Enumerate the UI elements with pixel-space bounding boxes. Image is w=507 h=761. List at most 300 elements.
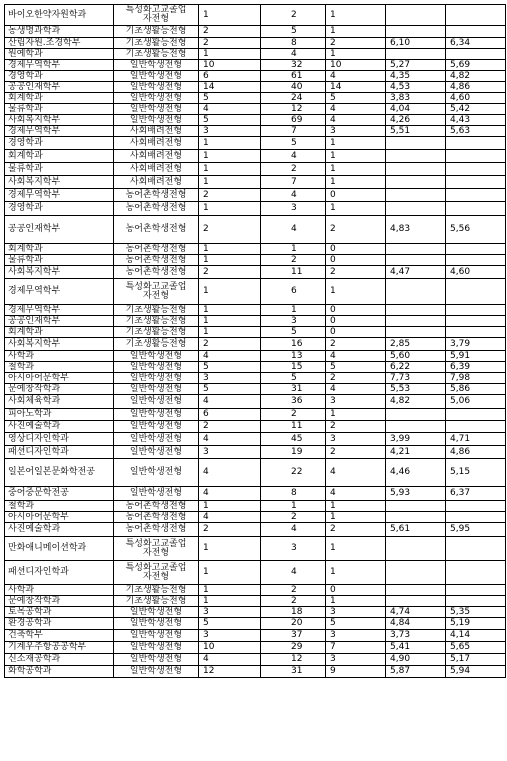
lowest-grade-cell: 5,69 <box>446 60 506 71</box>
admission-type-cell: 일반학생전형 <box>114 395 199 409</box>
department-cell: 화학공학과 <box>5 666 114 678</box>
applicants-cell: 5 <box>261 327 326 338</box>
accepted-cell: 1 <box>326 26 386 38</box>
accepted-cell: 1 <box>326 163 386 176</box>
admission-type-cell: 일반학생전형 <box>114 459 199 487</box>
table-row <box>5 421 506 433</box>
lowest-grade-cell: 5,63 <box>446 126 506 137</box>
admission-type-cell: 일반학생전형 <box>114 630 199 642</box>
admission-type-cell: 일반학생전형 <box>114 60 199 71</box>
quota-cell: 2 <box>199 189 261 202</box>
department-cell: 경제무역학부 <box>5 60 114 71</box>
quota-cell: 5 <box>199 618 261 630</box>
table-row <box>5 327 506 338</box>
table-row <box>5 279 506 305</box>
admission-type-cell: 일반학생전형 <box>114 82 199 93</box>
quota-cell: 5 <box>199 384 261 395</box>
admission-type-cell: 농어촌학생전형 <box>114 523 199 537</box>
average-grade-cell <box>386 49 446 60</box>
lowest-grade-cell: 4,60 <box>446 93 506 104</box>
applicants-cell: 5 <box>261 26 326 38</box>
department-cell: 경제무역학부 <box>5 189 114 202</box>
table-row <box>5 82 506 93</box>
department-cell: 물류학과 <box>5 163 114 176</box>
admission-type-cell: 일반학생전형 <box>114 433 199 446</box>
lowest-grade-cell <box>446 26 506 38</box>
applicants-cell: 4 <box>261 561 326 585</box>
accepted-cell: 4 <box>326 115 386 126</box>
applicants-cell: 6 <box>261 279 326 305</box>
lowest-grade-cell <box>446 176 506 189</box>
accepted-cell: 0 <box>326 305 386 316</box>
quota-cell: 5 <box>199 362 261 373</box>
lowest-grade-cell: 4,43 <box>446 115 506 126</box>
lowest-grade-cell <box>446 409 506 421</box>
department-cell: 경제무역학부 <box>5 305 114 316</box>
table-row <box>5 487 506 501</box>
accepted-cell: 10 <box>326 60 386 71</box>
admission-type-cell: 농어촌학생전형 <box>114 216 199 244</box>
table-row <box>5 459 506 487</box>
quota-cell: 4 <box>199 395 261 409</box>
applicants-cell: 16 <box>261 338 326 351</box>
table-row <box>5 126 506 137</box>
table-row <box>5 5 506 26</box>
lowest-grade-cell <box>446 596 506 607</box>
applicants-cell: 24 <box>261 93 326 104</box>
lowest-grade-cell: 5,35 <box>446 607 506 618</box>
lowest-grade-cell <box>446 163 506 176</box>
quota-cell: 1 <box>199 5 261 26</box>
department-cell: 사진예술학과 <box>5 421 114 433</box>
average-grade-cell <box>386 512 446 523</box>
accepted-cell: 1 <box>326 561 386 585</box>
accepted-cell: 4 <box>326 351 386 362</box>
average-grade-cell <box>386 421 446 433</box>
department-cell: 사회복지학부 <box>5 266 114 279</box>
quota-cell: 14 <box>199 82 261 93</box>
admission-type-cell: 일반학생전형 <box>114 654 199 666</box>
table-row <box>5 244 506 255</box>
accepted-cell: 0 <box>326 327 386 338</box>
admission-type-cell: 특성화고교졸업 자전형 <box>114 537 199 561</box>
accepted-cell: 0 <box>326 316 386 327</box>
admission-type-cell: 일반학생전형 <box>114 384 199 395</box>
admission-type-cell: 사회배려전형 <box>114 137 199 150</box>
lowest-grade-cell: 5,86 <box>446 384 506 395</box>
table-row <box>5 351 506 362</box>
admission-results-table <box>4 4 506 678</box>
average-grade-cell: 4,04 <box>386 104 446 115</box>
table-row <box>5 93 506 104</box>
average-grade-cell <box>386 279 446 305</box>
accepted-cell: 4 <box>326 384 386 395</box>
table-body <box>5 5 506 678</box>
accepted-cell: 4 <box>326 71 386 82</box>
table-row <box>5 585 506 596</box>
table-row <box>5 607 506 618</box>
department-cell: 아시아어문학부 <box>5 512 114 523</box>
average-grade-cell: 3,99 <box>386 433 446 446</box>
accepted-cell: 3 <box>326 630 386 642</box>
quota-cell: 1 <box>199 150 261 163</box>
admission-type-cell: 기초생활등전형 <box>114 596 199 607</box>
department-cell: 패션디자인학과 <box>5 446 114 459</box>
department-cell: 공공인재학부 <box>5 82 114 93</box>
applicants-cell: 2 <box>261 409 326 421</box>
department-cell: 회계학과 <box>5 327 114 338</box>
lowest-grade-cell <box>446 305 506 316</box>
quota-cell: 3 <box>199 630 261 642</box>
average-grade-cell: 4,35 <box>386 71 446 82</box>
accepted-cell: 2 <box>326 38 386 49</box>
quota-cell: 6 <box>199 71 261 82</box>
accepted-cell: 1 <box>326 512 386 523</box>
quota-cell: 10 <box>199 60 261 71</box>
table-row <box>5 384 506 395</box>
admission-type-cell: 기초생활등전형 <box>114 338 199 351</box>
table-row <box>5 537 506 561</box>
applicants-cell: 11 <box>261 266 326 279</box>
admission-type-cell: 농어촌학생전형 <box>114 189 199 202</box>
quota-cell: 1 <box>199 585 261 596</box>
department-cell: 만화애니메이션학과 <box>5 537 114 561</box>
applicants-cell: 4 <box>261 49 326 60</box>
admission-type-cell: 일반학생전형 <box>114 362 199 373</box>
department-cell: 회계학과 <box>5 244 114 255</box>
lowest-grade-cell: 6,39 <box>446 362 506 373</box>
applicants-cell: 7 <box>261 176 326 189</box>
department-cell: 사진예술학과 <box>5 523 114 537</box>
quota-cell: 1 <box>199 202 261 216</box>
applicants-cell: 37 <box>261 630 326 642</box>
accepted-cell: 1 <box>326 150 386 163</box>
accepted-cell: 0 <box>326 255 386 266</box>
applicants-cell: 5 <box>261 137 326 150</box>
applicants-cell: 3 <box>261 537 326 561</box>
quota-cell: 1 <box>199 537 261 561</box>
lowest-grade-cell: 4,71 <box>446 433 506 446</box>
applicants-cell: 4 <box>261 523 326 537</box>
applicants-cell: 29 <box>261 642 326 654</box>
admission-type-cell: 농어촌학생전형 <box>114 266 199 279</box>
accepted-cell: 2 <box>326 446 386 459</box>
average-grade-cell <box>386 305 446 316</box>
quota-cell: 1 <box>199 49 261 60</box>
accepted-cell: 5 <box>326 362 386 373</box>
average-grade-cell: 5,27 <box>386 60 446 71</box>
lowest-grade-cell <box>446 5 506 26</box>
quota-cell: 2 <box>199 338 261 351</box>
lowest-grade-cell <box>446 561 506 585</box>
lowest-grade-cell: 5,95 <box>446 523 506 537</box>
quota-cell: 1 <box>199 596 261 607</box>
department-cell: 문예창작학과 <box>5 596 114 607</box>
quota-cell: 5 <box>199 93 261 104</box>
table-row <box>5 115 506 126</box>
average-grade-cell <box>386 409 446 421</box>
table-row <box>5 362 506 373</box>
average-grade-cell <box>386 255 446 266</box>
applicants-cell: 15 <box>261 362 326 373</box>
table-row <box>5 501 506 512</box>
applicants-cell: 32 <box>261 60 326 71</box>
quota-cell: 4 <box>199 351 261 362</box>
average-grade-cell: 5,41 <box>386 642 446 654</box>
average-grade-cell <box>386 202 446 216</box>
average-grade-cell: 6,22 <box>386 362 446 373</box>
lowest-grade-cell <box>446 512 506 523</box>
accepted-cell: 1 <box>326 596 386 607</box>
lowest-grade-cell <box>446 279 506 305</box>
department-cell: 사회복지학부 <box>5 338 114 351</box>
table-row <box>5 373 506 384</box>
lowest-grade-cell: 5,91 <box>446 351 506 362</box>
department-cell: 회계학과 <box>5 93 114 104</box>
accepted-cell: 5 <box>326 618 386 630</box>
lowest-grade-cell <box>446 421 506 433</box>
applicants-cell: 45 <box>261 433 326 446</box>
accepted-cell: 1 <box>326 202 386 216</box>
applicants-cell: 2 <box>261 5 326 26</box>
lowest-grade-cell: 5,94 <box>446 666 506 678</box>
department-cell: 농생명과학과 <box>5 26 114 38</box>
department-cell: 철학과 <box>5 501 114 512</box>
table-row <box>5 596 506 607</box>
department-cell: 철학과 <box>5 362 114 373</box>
applicants-cell: 31 <box>261 384 326 395</box>
department-cell: 경영학과 <box>5 71 114 82</box>
table-row <box>5 433 506 446</box>
admission-type-cell: 일반학생전형 <box>114 373 199 384</box>
admission-type-cell: 일반학생전형 <box>114 93 199 104</box>
quota-cell: 2 <box>199 26 261 38</box>
average-grade-cell <box>386 244 446 255</box>
quota-cell: 4 <box>199 459 261 487</box>
quota-cell: 2 <box>199 38 261 49</box>
quota-cell: 5 <box>199 115 261 126</box>
accepted-cell: 4 <box>326 459 386 487</box>
average-grade-cell: 4,46 <box>386 459 446 487</box>
applicants-cell: 12 <box>261 104 326 115</box>
applicants-cell: 8 <box>261 38 326 49</box>
admission-type-cell: 기초생활등전형 <box>114 305 199 316</box>
lowest-grade-cell: 5,19 <box>446 618 506 630</box>
lowest-grade-cell <box>446 49 506 60</box>
table-row <box>5 104 506 115</box>
table-row <box>5 71 506 82</box>
table-row <box>5 189 506 202</box>
applicants-cell: 18 <box>261 607 326 618</box>
department-cell: 환경공학과 <box>5 618 114 630</box>
admission-type-cell: 사회배려전형 <box>114 126 199 137</box>
applicants-cell: 69 <box>261 115 326 126</box>
quota-cell: 1 <box>199 501 261 512</box>
quota-cell: 1 <box>199 137 261 150</box>
lowest-grade-cell: 7,98 <box>446 373 506 384</box>
quota-cell: 4 <box>199 512 261 523</box>
accepted-cell: 5 <box>326 93 386 104</box>
admission-type-cell: 일반학생전형 <box>114 446 199 459</box>
table-row <box>5 654 506 666</box>
quota-cell: 2 <box>199 266 261 279</box>
lowest-grade-cell: 5,06 <box>446 395 506 409</box>
lowest-grade-cell: 4,14 <box>446 630 506 642</box>
admission-type-cell: 기초생활등전형 <box>114 327 199 338</box>
accepted-cell: 3 <box>326 607 386 618</box>
accepted-cell: 2 <box>326 216 386 244</box>
quota-cell: 1 <box>199 279 261 305</box>
admission-type-cell: 일반학생전형 <box>114 618 199 630</box>
accepted-cell: 9 <box>326 666 386 678</box>
quota-cell: 4 <box>199 104 261 115</box>
lowest-grade-cell: 5,17 <box>446 654 506 666</box>
table-row <box>5 409 506 421</box>
department-cell: 기계우주항공공학부 <box>5 642 114 654</box>
average-grade-cell: 4,26 <box>386 115 446 126</box>
admission-type-cell: 일반학생전형 <box>114 115 199 126</box>
department-cell: 신소재공학과 <box>5 654 114 666</box>
lowest-grade-cell: 3,79 <box>446 338 506 351</box>
table-row <box>5 630 506 642</box>
quota-cell: 4 <box>199 487 261 501</box>
average-grade-cell: 4,90 <box>386 654 446 666</box>
department-cell: 일본어일본문화학전공 <box>5 459 114 487</box>
lowest-grade-cell: 4,86 <box>446 446 506 459</box>
quota-cell: 3 <box>199 607 261 618</box>
average-grade-cell <box>386 327 446 338</box>
department-cell: 토목공학과 <box>5 607 114 618</box>
accepted-cell: 2 <box>326 266 386 279</box>
accepted-cell: 1 <box>326 176 386 189</box>
accepted-cell: 2 <box>326 523 386 537</box>
applicants-cell: 1 <box>261 244 326 255</box>
lowest-grade-cell <box>446 150 506 163</box>
admission-type-cell: 일반학생전형 <box>114 409 199 421</box>
table-row <box>5 523 506 537</box>
table-row <box>5 137 506 150</box>
applicants-cell: 4 <box>261 216 326 244</box>
applicants-cell: 31 <box>261 666 326 678</box>
department-cell: 사회체육학과 <box>5 395 114 409</box>
applicants-cell: 12 <box>261 654 326 666</box>
applicants-cell: 2 <box>261 585 326 596</box>
lowest-grade-cell <box>446 585 506 596</box>
applicants-cell: 19 <box>261 446 326 459</box>
average-grade-cell: 4,21 <box>386 446 446 459</box>
table-row <box>5 26 506 38</box>
department-cell: 문예창작학과 <box>5 384 114 395</box>
admission-type-cell: 농어촌학생전형 <box>114 202 199 216</box>
lowest-grade-cell <box>446 327 506 338</box>
department-cell: 물류학과 <box>5 104 114 115</box>
lowest-grade-cell <box>446 316 506 327</box>
accepted-cell: 4 <box>326 104 386 115</box>
accepted-cell: 0 <box>326 585 386 596</box>
quota-cell: 1 <box>199 244 261 255</box>
lowest-grade-cell: 5,42 <box>446 104 506 115</box>
table-row <box>5 642 506 654</box>
admission-type-cell: 일반학생전형 <box>114 421 199 433</box>
admission-type-cell: 사회배려전형 <box>114 176 199 189</box>
department-cell: 경제무역학부 <box>5 279 114 305</box>
average-grade-cell <box>386 150 446 163</box>
applicants-cell: 40 <box>261 82 326 93</box>
department-cell: 산림자원.조경학부 <box>5 38 114 49</box>
accepted-cell: 2 <box>326 421 386 433</box>
admission-type-cell: 일반학생전형 <box>114 104 199 115</box>
applicants-cell: 8 <box>261 487 326 501</box>
table-row <box>5 255 506 266</box>
admission-type-cell: 사회배려전형 <box>114 163 199 176</box>
quota-cell: 6 <box>199 409 261 421</box>
department-cell: 건축학부 <box>5 630 114 642</box>
average-grade-cell <box>386 561 446 585</box>
department-cell: 경영학과 <box>5 137 114 150</box>
average-grade-cell: 6,10 <box>386 38 446 49</box>
applicants-cell: 1 <box>261 305 326 316</box>
table-row <box>5 60 506 71</box>
applicants-cell: 2 <box>261 596 326 607</box>
applicants-cell: 4 <box>261 189 326 202</box>
admission-type-cell: 농어촌학생전형 <box>114 244 199 255</box>
accepted-cell: 3 <box>326 126 386 137</box>
quota-cell: 3 <box>199 373 261 384</box>
quota-cell: 1 <box>199 255 261 266</box>
admission-type-cell: 특성화고교졸업 자전형 <box>114 279 199 305</box>
table-row <box>5 150 506 163</box>
quota-cell: 1 <box>199 327 261 338</box>
table-row <box>5 446 506 459</box>
department-cell: 바이오한약자원학과 <box>5 5 114 26</box>
admission-type-cell: 농어촌학생전형 <box>114 255 199 266</box>
department-cell: 사학과 <box>5 585 114 596</box>
table-row <box>5 163 506 176</box>
applicants-cell: 4 <box>261 150 326 163</box>
quota-cell: 1 <box>199 163 261 176</box>
admission-type-cell: 일반학생전형 <box>114 607 199 618</box>
average-grade-cell <box>386 585 446 596</box>
quota-cell: 2 <box>199 523 261 537</box>
lowest-grade-cell <box>446 537 506 561</box>
table-row <box>5 666 506 678</box>
accepted-cell: 1 <box>326 5 386 26</box>
quota-cell: 2 <box>199 421 261 433</box>
table-row <box>5 338 506 351</box>
department-cell: 패션디자인학과 <box>5 561 114 585</box>
admission-type-cell: 농어촌학생전형 <box>114 501 199 512</box>
lowest-grade-cell: 4,60 <box>446 266 506 279</box>
quota-cell: 1 <box>199 316 261 327</box>
accepted-cell: 1 <box>326 537 386 561</box>
admission-type-cell: 일반학생전형 <box>114 642 199 654</box>
admission-type-cell: 농어촌학생전형 <box>114 512 199 523</box>
accepted-cell: 4 <box>326 487 386 501</box>
applicants-cell: 7 <box>261 126 326 137</box>
lowest-grade-cell: 5,15 <box>446 459 506 487</box>
department-cell: 공공인재학부 <box>5 316 114 327</box>
accepted-cell: 0 <box>326 244 386 255</box>
average-grade-cell: 5,53 <box>386 384 446 395</box>
department-cell: 사학과 <box>5 351 114 362</box>
lowest-grade-cell <box>446 202 506 216</box>
average-grade-cell: 4,82 <box>386 395 446 409</box>
lowest-grade-cell: 4,82 <box>446 71 506 82</box>
accepted-cell: 1 <box>326 409 386 421</box>
applicants-cell: 36 <box>261 395 326 409</box>
department-cell: 물류학과 <box>5 255 114 266</box>
admission-type-cell: 기초생활등전형 <box>114 38 199 49</box>
